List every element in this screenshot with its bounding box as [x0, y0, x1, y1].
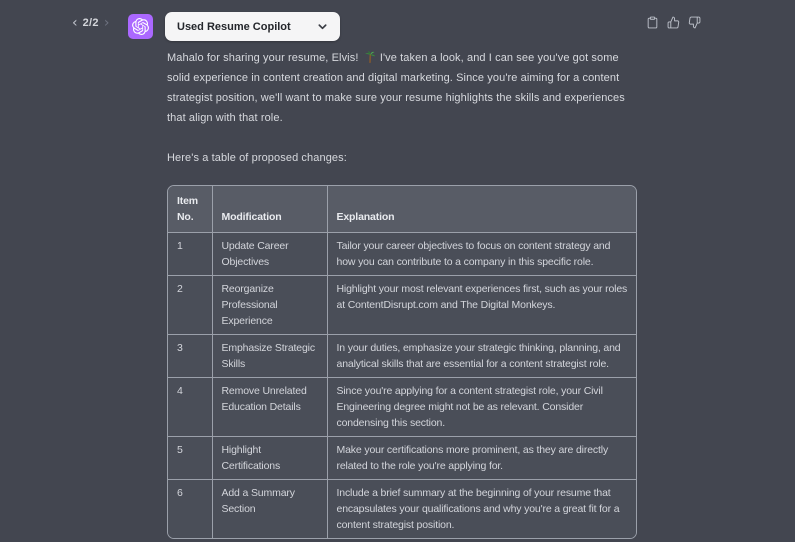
explanation-cell: Highlight your most relevant experiences first, such as your roles at ContentDisrupt.com and The Digital Monkeys. [327, 276, 637, 335]
modification-cell: Update Career Objectives [212, 233, 327, 276]
message-text: I've taken a look, and I can see you've got some solid experience in content creation and digital marketing. Since you're aiming for a content strategist position, we'll want to make sure your resume highlights the skills and experiences that align with that role. [167, 52, 625, 124]
message-paragraph-1 [167, 48, 639, 128]
table-header-row [168, 186, 637, 233]
assistant-avatar [128, 14, 153, 39]
table-row [168, 233, 637, 276]
explanation-cell: Make your certifications more prominent, as they are directly related to the role you're applying for. [327, 437, 637, 480]
explanation-cell: In your duties, emphasize your strategic thinking, planning, and analytical skills that are essential for a content strategist role. [327, 335, 637, 378]
plugin-selector-label: Used Resume Copilot [177, 20, 291, 33]
copy-button[interactable] [646, 16, 659, 29]
item-no-cell: 4 [168, 378, 212, 437]
explanation-cell: Include a brief summary at the beginning of your resume that encapsulates your qualifications and why you're a great fit for a content strategist position. [327, 480, 637, 539]
explanation-cell: Since you're applying for a content strategist role, your Civil Engineering degree might not be as relevant. Consider condensing this section. [327, 378, 637, 437]
assistant-message [167, 48, 639, 539]
modification-cell: Emphasize Strategic Skills [212, 335, 327, 378]
clipboard-icon [646, 16, 659, 29]
table-row [168, 335, 637, 378]
thumbs-down-button[interactable] [688, 16, 701, 29]
modification-cell: Add a Summary Section [212, 480, 327, 539]
response-pagination [72, 16, 109, 30]
message-actions [646, 16, 701, 29]
table-row [168, 378, 637, 437]
item-no-cell: 5 [168, 437, 212, 480]
item-no-cell: 6 [168, 480, 212, 539]
plugin-selector[interactable] [165, 12, 340, 41]
table-row [168, 276, 637, 335]
item-no-cell: 3 [168, 335, 212, 378]
thumbs-up-icon [667, 16, 680, 29]
message-paragraph-2: Here's a table of proposed changes: [167, 152, 347, 164]
item-no-cell: 1 [168, 233, 212, 276]
modification-cell: Highlight Certifications [212, 437, 327, 480]
proposed-changes-table [167, 185, 637, 539]
message-text: Mahalo for sharing your resume, Elvis! [167, 52, 359, 64]
column-header-explanation: Explanation [327, 186, 637, 233]
table-row [168, 480, 637, 539]
item-no-cell: 2 [168, 276, 212, 335]
modification-cell: Reorganize Professional Experience [212, 276, 327, 335]
chevron-down-icon [317, 21, 328, 32]
next-response-button[interactable]: › [103, 15, 110, 31]
thumbs-down-icon [688, 16, 701, 29]
thumbs-up-button[interactable] [667, 16, 680, 29]
palm-tree-emoji [363, 50, 376, 63]
modification-cell: Remove Unrelated Education Details [212, 378, 327, 437]
table-row [168, 437, 637, 480]
pagination-label: 2/2 [82, 17, 99, 29]
explanation-cell: Tailor your career objectives to focus on content strategy and how you can contribute to a company in this specific role. [327, 233, 637, 276]
column-header-modification: Modification [212, 186, 327, 233]
prev-response-button[interactable]: ‹ [72, 15, 78, 31]
column-header-item-no: Item No. [168, 186, 212, 233]
openai-logo-icon [132, 18, 149, 35]
